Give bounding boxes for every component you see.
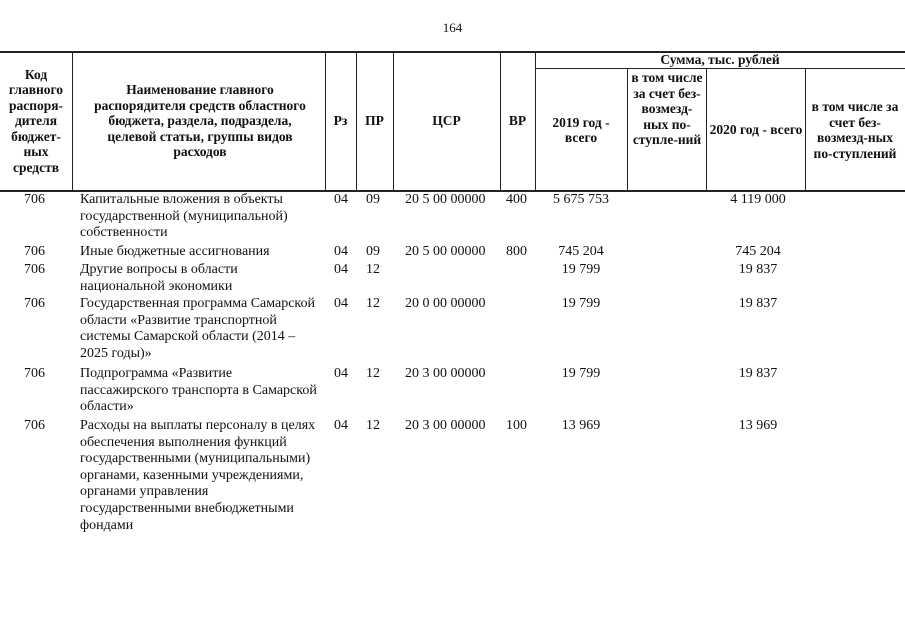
row-csr: 20 5 00 00000 [405,192,486,207]
row-code: 706 [24,296,45,311]
row-sum-2020: 19 837 [738,262,778,277]
row-code: 706 [24,262,45,277]
row-pr: 12 [366,366,380,381]
row-code: 706 [24,418,45,433]
row-rz: 04 [334,244,348,259]
header-2019-free: в том числе за счет без-возмезд-ных по-ступле-ний [631,70,703,147]
header-name: Наименование главного распорядителя средств областного бюджета, раздела, подраздела, целевой статьи, группы видов расходов [94,82,306,160]
col-divider [72,51,73,191]
header-2020-total: 2020 год - всего [709,122,803,138]
row-rz: 04 [334,296,348,311]
page-number: 164 [442,20,463,35]
row-sum-2019: 19 799 [561,366,601,381]
row-name: Подпрограмма «Развитие пассажирского транспорта в Самарской области» [80,366,317,415]
row-csr: 20 5 00 00000 [405,244,486,259]
row-sum-2020: 19 837 [738,296,778,311]
row-csr: 20 3 00 00000 [405,366,486,381]
row-pr: 12 [366,418,380,433]
row-csr: 20 3 00 00000 [405,418,486,433]
row-name: Другие вопросы в области национальной экономики [80,262,238,294]
row-sum-2019: 13 969 [561,418,601,433]
row-vr: 800 [506,244,527,259]
row-name: Капитальные вложения в объекты государственной (муниципальной) собственности [80,192,288,241]
header-code: Код главного распоря-дителя бюджет-ных средств [8,66,64,175]
col-divider [627,68,628,191]
col-divider [805,68,806,191]
row-rz: 04 [334,262,348,277]
row-pr: 12 [366,296,380,311]
row-sum-2020: 4 119 000 [730,192,786,207]
header-vr: ВР [508,113,527,129]
row-rz: 04 [334,366,348,381]
row-sum-2019: 19 799 [561,262,601,277]
header-rz: Рз [333,113,348,129]
row-name: Государственная программа Самарской области «Развитие транспортной системы Самарской области (2014 – 2025 годы)» [80,296,316,361]
row-pr: 09 [366,192,380,207]
row-sum-2019: 19 799 [561,296,601,311]
row-code: 706 [24,244,45,259]
row-name: Расходы на выплаты персоналу в целях обеспечения выполнения функций государственными (муниципальными) органами, казенными учреждениями, органами управления государственными внебюджетными фондами [80,418,316,533]
row-pr: 09 [366,244,380,259]
sum-subheader-border [535,68,905,69]
row-sum-2020: 19 837 [738,366,778,381]
row-name: Иные бюджетные ассигнования [80,244,270,259]
header-sum: Сумма, тыс. рублей [660,52,780,68]
header-2020-free: в том числе за счет без-возмезд-ных по-ступлений [811,99,899,161]
row-pr: 12 [366,262,380,277]
row-code: 706 [24,366,45,381]
row-sum-2020: 745 204 [735,244,781,259]
row-rz: 04 [334,192,348,207]
row-vr: 400 [506,192,527,207]
row-sum-2019: 5 675 753 [553,192,609,207]
row-code: 706 [24,192,45,207]
col-divider [535,51,536,191]
header-csr: ЦСР [432,113,461,129]
col-divider [706,68,707,191]
row-vr: 100 [506,418,527,433]
row-csr: 20 0 00 00000 [405,296,486,311]
row-sum-2020: 13 969 [738,418,778,433]
header-2019-total: 2019 год - всего [552,114,610,145]
row-rz: 04 [334,418,348,433]
header-pr: ПР [365,113,384,129]
row-sum-2019: 745 204 [558,244,604,259]
